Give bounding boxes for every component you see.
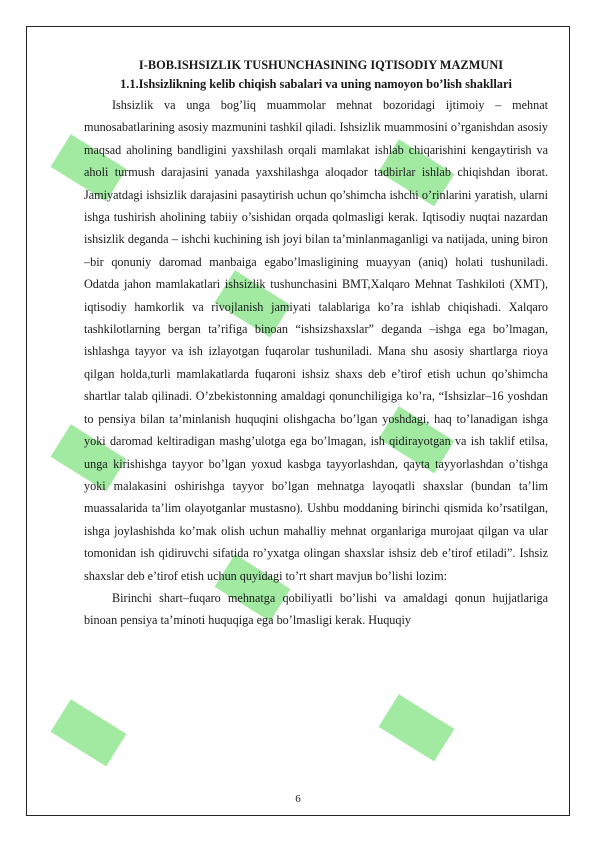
watermark-mark: █ bbox=[379, 139, 451, 205]
watermark-mark: █ bbox=[379, 406, 451, 472]
watermark-mark: █ bbox=[51, 424, 123, 490]
section-heading: 1.1.Ishsizlikning kelib chiqish sabalari va uning namoyon bo’lish shakllari bbox=[120, 77, 512, 91]
watermark-mark: █ bbox=[215, 270, 287, 336]
body-paragraph: Birinchi shart–fuqaro mehnatga qobiliyatli bo’lishi va amaldagi qonun hujjatlariga binoan pensiya ta’minoti huquqiga ega bo’lmasligi kerak. Huquqiy bbox=[84, 590, 548, 628]
watermark-mark: █ bbox=[51, 699, 123, 765]
watermark-mark: █ bbox=[215, 554, 287, 620]
document-body bbox=[84, 56, 548, 632]
chapter-heading: I-BOB.ISHSIZLIK TUSHUNCHASINING IQTISODIY MAZMUNI bbox=[138, 58, 504, 72]
watermark-mark: █ bbox=[379, 694, 451, 760]
watermark-mark: █ bbox=[51, 134, 123, 200]
page-number: 6 bbox=[295, 793, 301, 805]
body-paragraph: Ishsizlik va unga bog’liq muammolar mehnat bozoridagi ijtimoiy – mehnat munosabatlarining asosiy mazmunini tashkil qiladi. Ishsizlik muammosini o’rganishdan asosiy maqsad aholining bandligini yaxshilash orqali mamlakat ishlab chiqarishini kengaytirish va aholi turmush darajasini yanada yaxshilashga aloqador tadbirlar ishlab chiqishdan iborat. Jamiyatdagi ishsizlik darajasini pasaytirish uchun qo’shimcha ishchi o’rinlarini yaratish, ularni ishga tushirish aholining tabiiy o’sishidan orqada qolmasligi kerak. Iqtisodiy nuqtai nazardan ishsizlik deganda – ishchi kuchining ish joyi bilan ta’minlanmaganligi va natijada, uning biron –bir qonuniy daromad manbaiga egabo’lmasligining muayyan (aniq) holati tushuniladi. Odatda jahon mamlakatlari ishsizlik tushunchasini BMT,Xalqaro Mehnat Tashkiloti (XMT), iqtisodiy hamkorlik va rivojlanish jamiyati talablariga ko’ra ishlab chiqishadi. Xalqaro tashkilotlarning bergan ta’rifiga binoan “ishsizshaxslar” deganda –ishga ega bo’lmagan, ishlashga tayyor va ish izlayotgan fuqarolar tushuniladi. Mana shu asosiy shartlarga rioya qilgan holda,turli mamlakatlarda fuqaroni ishsiz shaxs deb e’tirof etish uchun qo’shimcha shartlar talab qilinadi. O’zbekistonning amaldagi qonunchiligiga ko’ra, “Ishsizlar–16 yoshdan to pensiya bilan ta’minlanish huquqini olishgacha bo’lgan yoshdagi, haq to’lanadigan ishga yoki daromad keltiradigan mashg’ulotga ega bo’lmagan, ish qidirayotgan va ish taklif etilsa, unga kirishishga tayyor bo’lgan yoxud kasbga tayyorlashdan, qayta tayyorlashdan o’tishga yoki malakasini oshirishga tayyor bo’lgan mehnatga layoqatli shaxslar (bundan ta’lim muassalarida ta’lim olayotganlar mustasno). Ushbu moddaning birinchi qismida ko’rsatilgan, ishga joylashishda ko’mak olish uchun mahalliy mehnat organlariga murojaat qilgan va ular tomonidan ish qidiruvchi sifatida ro’yxatga olingan shaxslar ishsiz deb e’tirof etiladi”. Ishsiz shaxslar deb e’tirof etish uchun quyidagi to’rt shart mavjuв bo’lishi lozim: bbox=[84, 98, 548, 583]
